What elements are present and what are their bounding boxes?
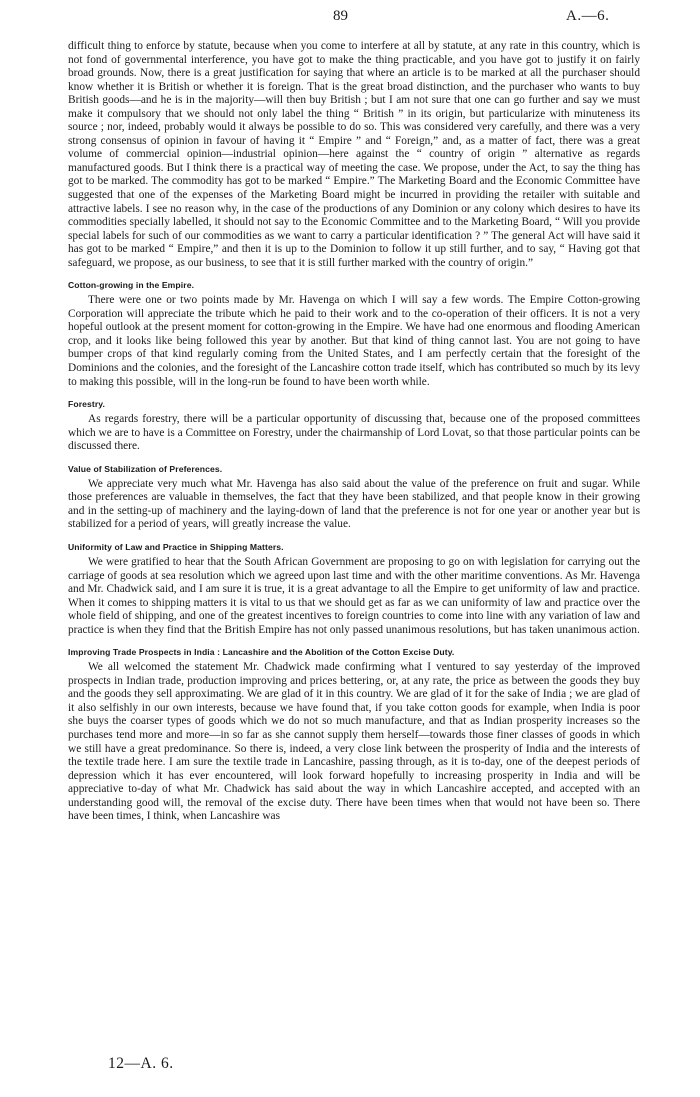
paragraph-india-trade: We all welcomed the statement Mr. Chadwick made confirming what I ventured to say yesterday of the improved prospects in Indian trade, production improving and prices bettering, or, at any rate, the price as between the goods they buy and the goods they sell approximating. We are glad of it in this country. We are glad of it for the sake of India ; we are glad of it also selfishly in our own interests, because we have found that, if you take cotton goods for example, when India is poor she buys the coarser types of goods which we do not so much manufacture, and that as Indian prosperity increases so the purchases tend more and more—in so far as she cannot supply them herself—towards those finer classes of goods in which we still have a great predominance. So there is, indeed, a very close link between the prosperity of India and the interests of the textile trade here. I am sure the textile trade in Lancashire, passing through, as it is to-day, one of the deepest periods of depression which it has ever encountered, will look forward hopefully to increasing prosperity in India and will be appreciative to-day of what Mr. Chadwick has said about the way in which Lancashire accepted, and accepted with an understanding good will, the removal of the excise duty. There have been times when that would not have been so. There have been times, I think, when Lancashire was <box>68 661 640 823</box>
document-reference: A.—6. <box>566 8 610 24</box>
document-body <box>68 40 640 824</box>
section-heading-shipping: Uniformity of Law and Practice in Shipping Matters. <box>68 541 284 552</box>
page-header <box>0 8 700 28</box>
paragraph-forestry: As regards forestry, there will be a particular opportunity of discussing that, because one of the proposed committees which we are to have is a Committee on Forestry, under the chairmanship of Lord Lovat, so that those particular points can be discussed there. <box>68 413 640 453</box>
paragraph-continuation: difficult thing to enforce by statute, because when you come to interfere at all by statute, at any rate in this country, which is not fond of governmental interference, you have got to make the thing practicable, and you have got to justify it on fairly broad grounds. Now, there is a great justification for saying that where an article is to be marked at all the purchaser should know whether it is British or whether it is foreign. That is the great broad distinction, and the purchaser who wants to buy British goods—and he is in the majority—will then buy British ; but I am not sure that one can go further and say we must make it compulsory that we should not only label the thing “ British ” in its origin, but particularize with minuteness its source ; nor, indeed, probably would it always be possible to do so. This was considered very carefully, and there was a very strong consensus of opinion in favour of having it “ Empire ” and “ Foreign,” and, as a matter of fact, there was a great volume of commercial opinion—industrial opinion—here against the “ country of origin ” alternative as regards manufactured goods. But I think there is a practical way of meeting the case. We propose, under the Act, to say the thing has got to be marked. The commodity has got to be marked “ Empire.” The Marketing Board and the Economic Committee have suggested that one of the expenses of the Marketing Board might be incurred in providing the retailer with suitable and attractive labels. I see no reason why, in the case of the productions of any Dominion or any colony which desires to have its commodities specially labelled, it should not say to the Economic Committee and to the Marketing Board, “ Will you provide special labels for such of our commodities as we want to carry a particular identification ? ” The general Act will have said it has got to be marked “ Empire,” and then it is up to the Dominion to follow it up still further, and to say, “ Having got that safeguard, we propose, as our business, to see that it is still further marked with the country of origin.” <box>68 40 640 269</box>
paragraph-cotton: There were one or two points made by Mr. Havenga on which I will say a few words. The Empire Cotton-growing Corporation will appreciate the tribute which he paid to their work and to the co-operation of their officers. It is not a very hopeful outlook at the present moment for cotton-growing in the Empire. We have had one enormous and flooding American crop, and it looks like being followed this year by another. But that kind of thing cannot last. You are not going to have bumper crops of that kind regularly coming from the United States, and I am perfectly certain that the foresight of the Dominions and the colonies, and the foresight of the Lancashire cotton trade itself, which has contributed so much by its levy to making this possible, will in the long-run be found to have been worth while. <box>68 294 640 388</box>
section-heading-india-trade: Improving Trade Prospects in India : Lancashire and the Abolition of the Cotton Excise Duty. <box>68 647 455 658</box>
paragraph-shipping: We were gratified to hear that the South African Government are proposing to go on with legislation for carrying out the carriage of goods at sea resolution which we agreed upon last time and with the other maritime conventions. As Mr. Havenga and Mr. Chadwick said, and I am sure it is true, it is a great advantage to all the Empire to get uniformity of law and practice. When it comes to shipping matters it is vital to us that we should get as far as we can uniformity of law and practice over the whole field of shipping, and one of the greatest incentives to foreign countries to come into line with any variation of law and practice is when they find that the British Empire has not only passed unanimous resolutions, but has taken unanimous action. <box>68 555 640 636</box>
sheet-signature: 12—A. 6. <box>108 1055 174 1072</box>
page-number: 89 <box>333 8 348 24</box>
paragraph-preferences: We appreciate very much what Mr. Havenga has also said about the value of the preference on fruit and sugar. While those preferences are valuable in themselves, the fact that they have been stabilized, and that people know in their growing and in the setting-up of machinery and the laying-down of land that the preference is not for one year or another year but is stabilized for a period of years, will greatly increase the value. <box>68 477 640 531</box>
section-heading-preferences: Value of Stabilization of Preferences. <box>68 463 223 474</box>
section-heading-cotton: Cotton-growing in the Empire. <box>68 280 195 291</box>
section-heading-forestry: Forestry. <box>68 399 106 410</box>
